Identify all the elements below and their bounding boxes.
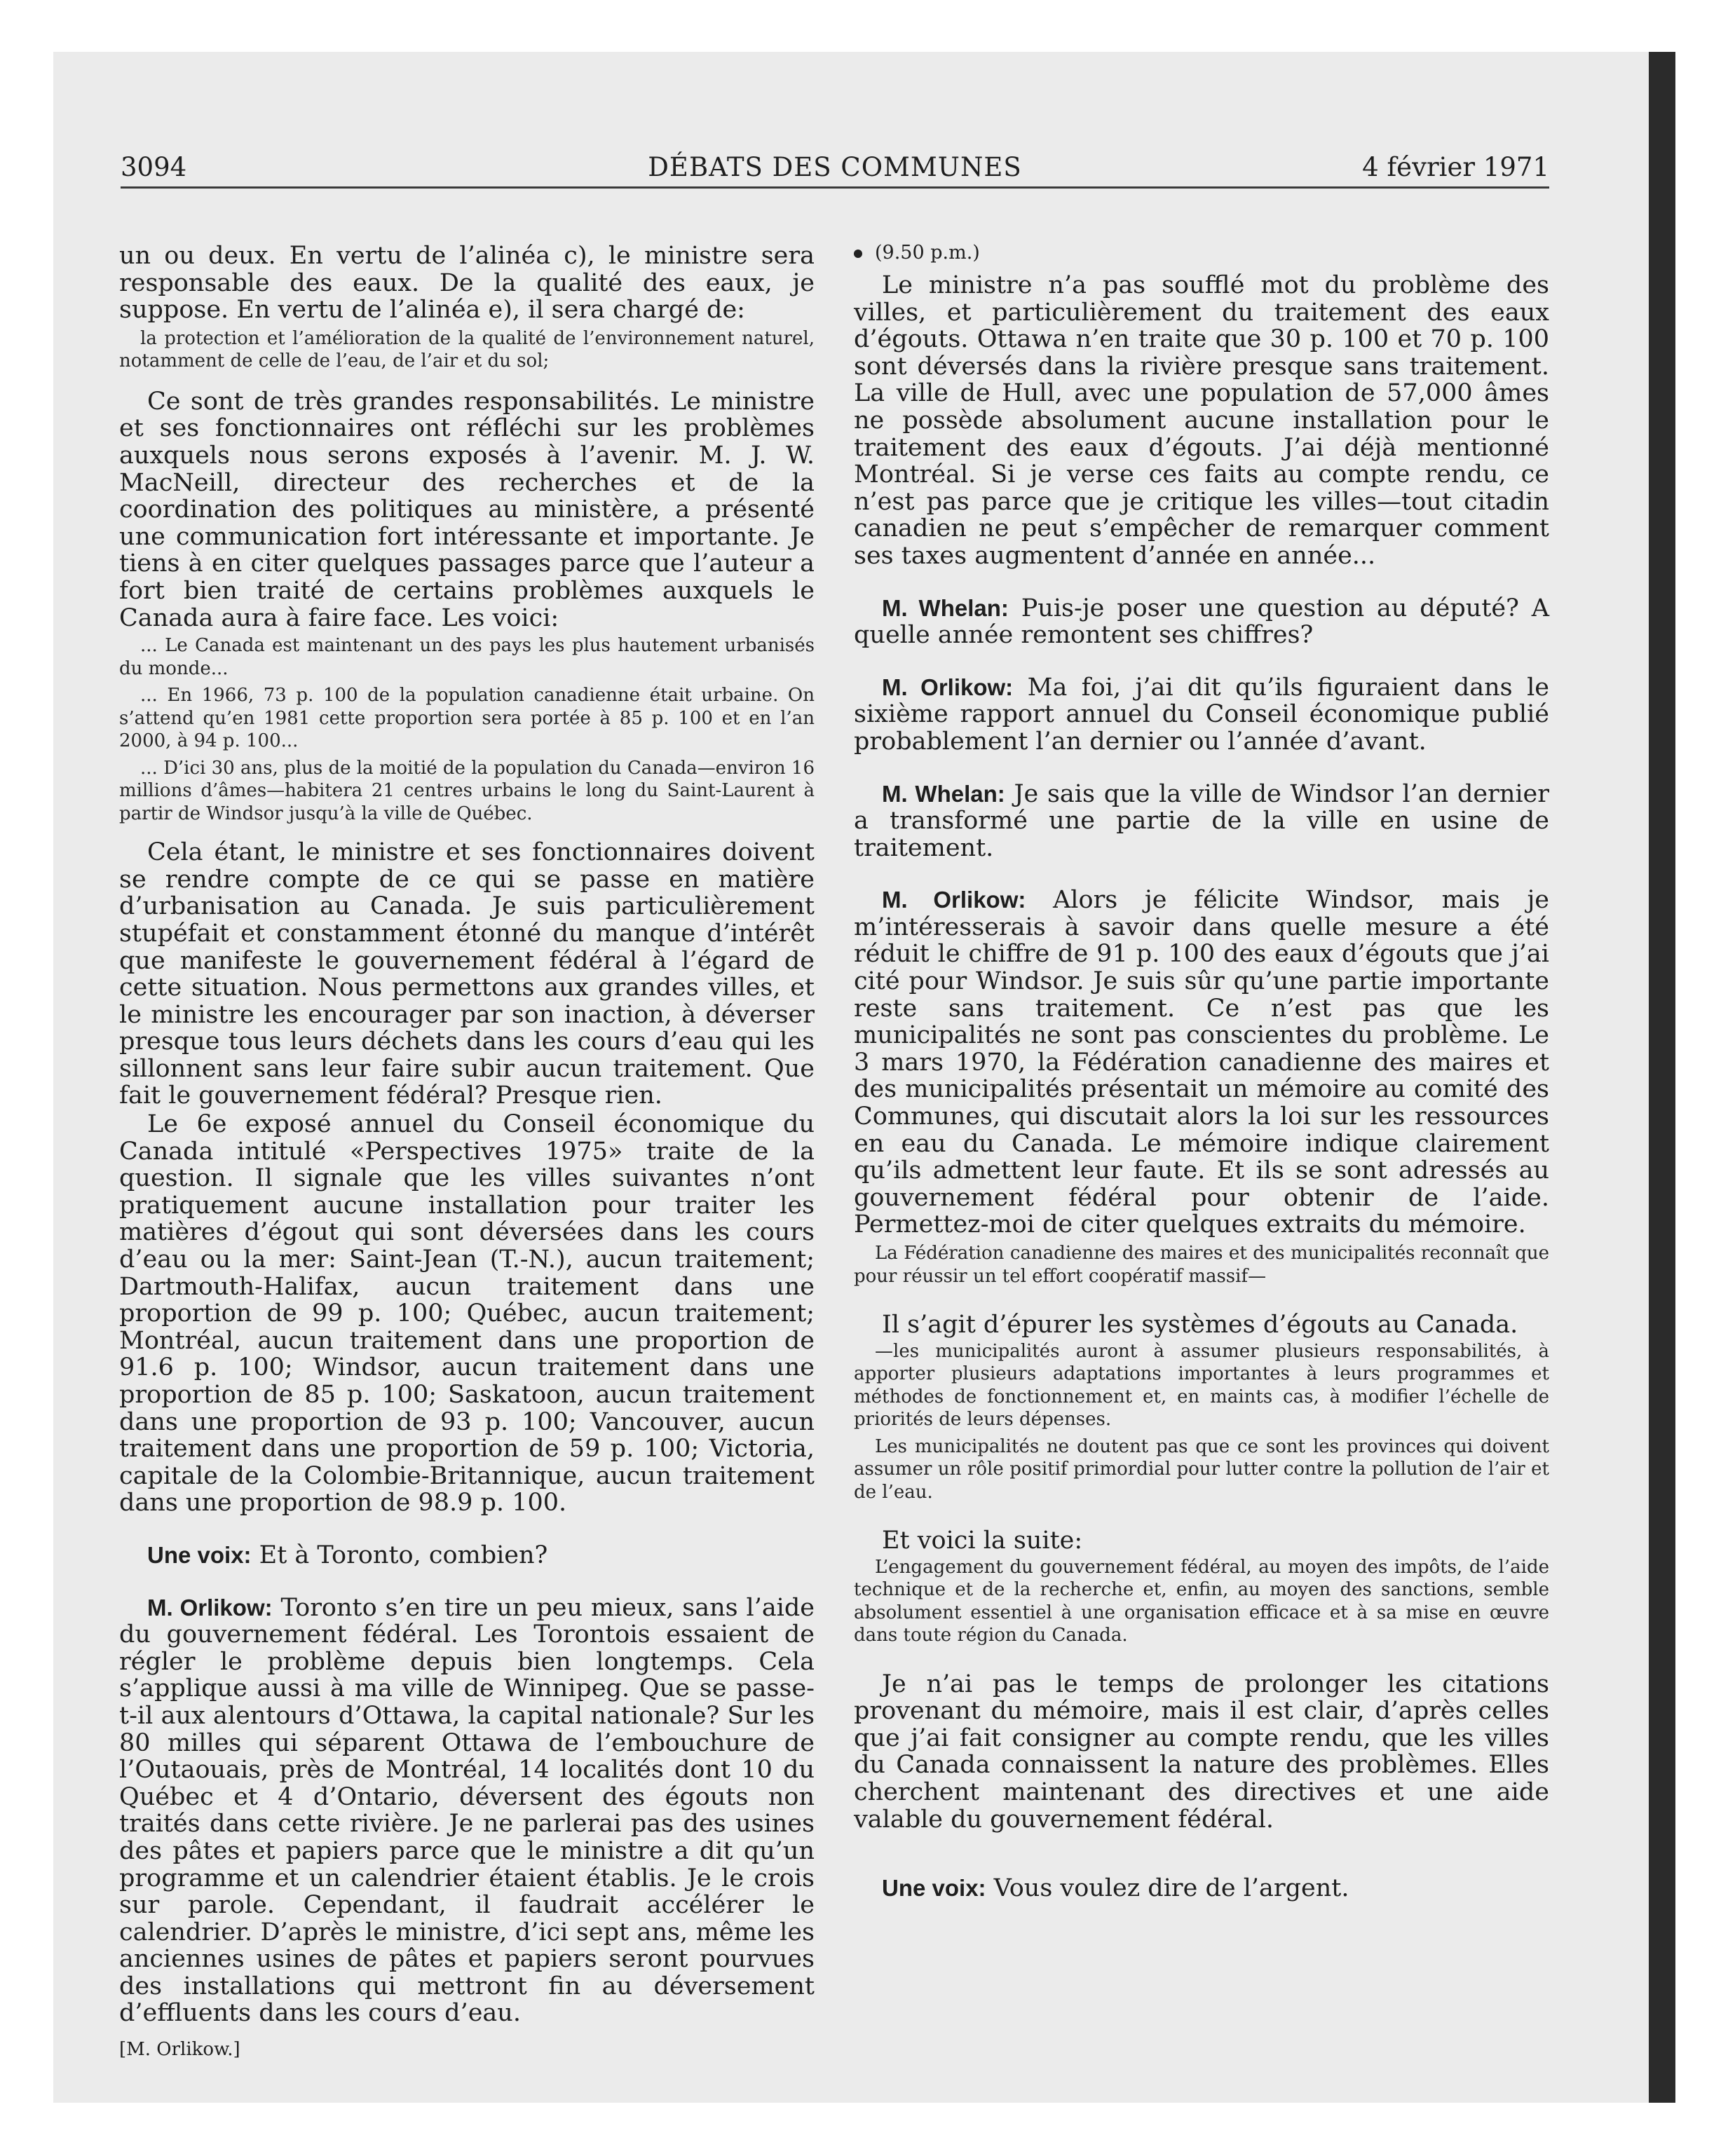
paragraph: Et voici la suite: (882, 1527, 1083, 1555)
speech-text: Ma foi, j’ai dit qu’ils figuraient dans le sixième rapport annuel du Conseil économique publié probablement l’an dernier ou l’année d’avant. (854, 673, 1550, 756)
speech-text: Alors je félicite Windsor, mais je m’intéresserais à savoir dans quelle mesure a été réduit le chiffre de 91 p. 100 des eaux d’égouts que j’ai cité pour Windsor. Je suis sûr qu’une partie importante reste sans traitement. Ce n’est pas que les municipalités ne sont pas conscientes du problème. Le 3 mars 1970, la Fédération canadienne des maires et des municipalités présentait un mémoire au comité des Communes, qui discutait alors la loi sur les ressources en eau du Canada. Le mémoire indique clairement qu’ils admettent leur faute. Et ils se sont adressés au gouvernement fédéral pour obtenir de l’aide. Permettez-moi de citer quelques extraits du mémoire. (854, 886, 1550, 1239)
speech-text: Toronto s’en tire un peu mieux, sans l’aide du gouvernement fédéral. Les Torontois essaient de régler le problème depuis bien longtemps. Cela s’applique aussi à ma ville de Winnipeg. Que se passe-t-il aux alentours d’Ottawa, la capital nationale? Sur les 80 milles qui séparent Ottawa de l’embouchure de l’Outaouais, près de Montréal, 14 localités dont 10 du Québec et 4 d’Ontario, déversent des égouts non traités dans cette rivière. Je ne parlerai pas des usines des pâtes et papiers parce que le ministre a dit qu’un programme et un calendrier étaient établis. Je le crois sur parole. Cependant, il faudrait accélérer le calendrier. D’après le ministre, d’ici sept ans, même les anciennes usines de pâtes et papiers seront pourvues des installations qui mettront fin au déversement d’effluents dans les cours d’eau. (119, 1593, 815, 2028)
quotation: La Fédération canadienne des maires et des municipalités reconnaît que pour réussir un tel effort coopératif massif— (854, 1243, 1549, 1287)
scan-edge-shadow (1649, 52, 1675, 2103)
speech-turn (854, 781, 1549, 862)
speech-turn (854, 595, 1549, 649)
speech-turn (119, 1595, 815, 2028)
publication-title: DÉBATS DES COMMUNES (648, 152, 1022, 182)
speech-text: Je sais que la ville de Windsor l’an dernier a transformé une partie de la ville en usine de traitement. (854, 779, 1550, 862)
quotation: L’engagement du gouvernement fédéral, au moyen des impôts, de l’aide technique et de la recherche et, enfin, au moyen des sanctions, semble absolument essentiel à une organisation efficace et à sa mise en œuvre dans toute région du Canada. (854, 1556, 1549, 1646)
paragraph: un ou deux. En vertu de l’alinéa c), le ministre sera responsable des eaux. De la qualité des eaux, je suppose. En vertu de l’alinéa e), il sera chargé de: (119, 242, 815, 325)
speech-turn (854, 887, 1549, 1239)
speech-text: Vous voulez dire de l’argent. (986, 1874, 1349, 1903)
left-column (119, 243, 815, 2061)
page-header (121, 150, 1549, 185)
page-number: 3094 (121, 152, 187, 182)
header-rule (121, 186, 1549, 189)
quotation: —les municipalités auront à assumer plusieurs responsabilités, à apporter plusieurs adaptations importantes à leurs programmes et méthodes de fonctionnement et, en maints cas, à modifier l’échelle de priorités de leurs dépenses. (854, 1340, 1549, 1431)
paragraph: Le 6e exposé annuel du Conseil économique du Canada intitulé «Perspectives 1975» traite de la question. Il signale que les villes suivantes n’ont pratiquement aucune installation pour traiter les matières d’égout qui sont déversées dans les cours d’eau ou la mer: Saint-Jean (T.-N.), aucun traitement; Dartmouth-Halifax, aucun traitement dans une proportion de 99 p. 100; Québec, aucun traitement; Montréal, aucun traitement dans une proportion de 91.6 p. 100; Windsor, aucun traitement dans une proportion de 85 p. 100; Saskatoon, aucun traitement dans une proportion de 93 p. 100; Vancouver, aucun traitement dans une proportion de 59 p. 100; Victoria, capitale de la Colombie-Britannique, aucun traitement dans une proportion de 98.9 p. 100. (119, 1110, 815, 1517)
footer-attribution: [M. Orlikow.] (119, 2039, 240, 2061)
speech-turn (854, 1875, 1549, 1902)
time-marker (854, 243, 1549, 264)
quotation: Les municipalités ne doutent pas que ce sont les provinces qui doivent assumer un rôle positif primordial pour lutter contre la pollution de l’air et de l’eau. (854, 1435, 1549, 1503)
speaker-name: M. Whelan: (882, 594, 1009, 621)
quotation: ... D’ici 30 ans, plus de la moitié de la population du Canada—environ 16 millions d’âmes—habitera 21 centres urbains le long du Saint-Laurent à partir de Windsor jusqu’à la ville de Québec. (119, 757, 815, 824)
quotation: ... En 1966, 73 p. 100 de la population canadienne était urbaine. On s’attend qu’en 1981 cette proportion sera portée à 85 p. 100 et en l’an 2000, à 94 p. 100... (119, 685, 815, 752)
paragraph: Je n’ai pas le temps de prolonger les citations provenant du mémoire, mais il est clair, d’après celles que j’ai fait consigner au compte rendu, que les villes du Canada connaissent la nature des problèmes. Elles cherchent maintenant des directives et une aide valable du gouvernement fédéral. (854, 1670, 1549, 1834)
right-column (854, 243, 1549, 1902)
speaker-name: M. Whelan: (882, 780, 1005, 807)
speaker-name: M. Orlikow: (147, 1594, 273, 1621)
speaker-name: M. Orlikow: (882, 887, 1026, 913)
paragraph: Cela étant, le ministre et ses fonctionnaires doivent se rendre compte de ce qui se passe en matière d’urbanisation au Canada. Je suis particulièrement stupéfait et constamment étonné du manque d’intérêt que manifeste le gouvernement fédéral à l’égard de cette situation. Nous permettons aux grandes villes, et le ministre les encourager par son inaction, à déverser presque tous leurs déchets dans les cours d’eau qui les sillonnent sans leur faire subir aucun traitement. Que fait le gouvernement fédéral? Presque rien. (119, 838, 815, 1110)
speaker-name: Une voix: (147, 1541, 252, 1568)
paragraph: Ce sont de très grandes responsabilités. Le ministre et ses fonctionnaires ont réfléchi sur les problèmes auxquels nous serons exposés à l’avenir. M. J. W. MacNeill, directeur des recherches et de la coordination des politiques au ministère, a présenté une communication fort intéressante et importante. Je tiens à en citer quelques passages parce que l’auteur a fort bien traité de certains problèmes auxquels le Canada aura à faire face. Les voici: (119, 387, 815, 632)
speech-turn (854, 674, 1549, 756)
quotation: la protection et l’amélioration de la qualité de l’environnement naturel, notamment de celle de l’eau, de l’air et du sol; (119, 327, 815, 372)
speaker-name: M. Orlikow: (882, 674, 1014, 700)
quotation: ... Le Canada est maintenant un des pays les plus hautement urbanisés du monde... (119, 635, 815, 679)
speech-text: Puis-je poser une question au député? A quelle année remontent ses chiffres? (854, 594, 1549, 650)
paragraph: Il s’agit d’épurer les systèmes d’égouts au Canada. (882, 1311, 1518, 1339)
paragraph: Le ministre n’a pas soufflé mot du problème des villes, et particulièrement du traitement des eaux d’égouts. Ottawa n’en traite que 30 p. 100 et 70 p. 100 sont déversés dans la rivière presque sans traitement. La ville de Hull, avec une population de 57,000 âmes ne possède absolument aucune installation pour le traitement des eaux d’égouts. J’ai déjà mentionné Montréal. Si je verse ces faits au compte rendu, ce n’est pas parce que je critique les villes—tout citadin canadien ne peut s’empêcher de remarquer comment ses taxes augmentent d’année en année... (854, 271, 1549, 570)
time-label: (9.50 p.m.) (875, 242, 980, 264)
speech-turn (119, 1542, 815, 1569)
speech-text: Et à Toronto, combien? (251, 1541, 548, 1569)
bullet-icon (854, 250, 862, 258)
speaker-name: Une voix: (882, 1875, 986, 1902)
header-date: 4 février 1971 (1362, 152, 1549, 182)
